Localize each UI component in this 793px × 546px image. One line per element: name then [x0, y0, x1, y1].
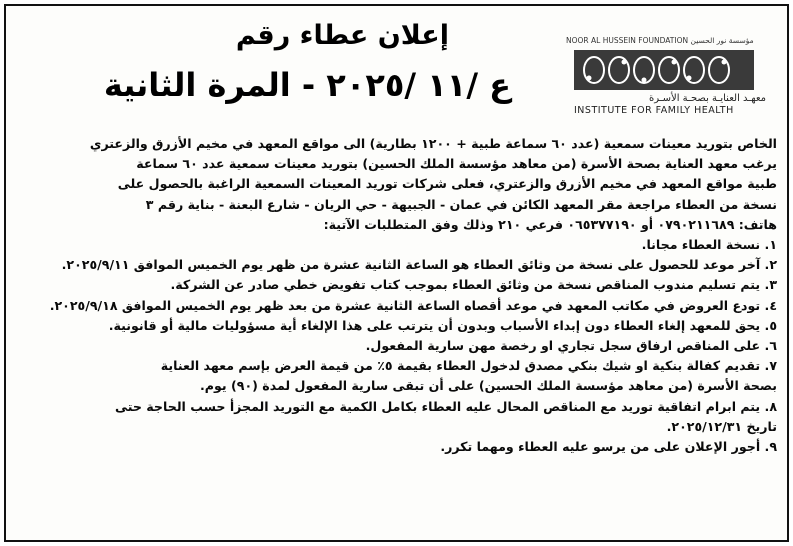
institute-name-arabic: معهـد العنايـة بصحـة الأسـرة: [648, 93, 766, 104]
header: [6, 6, 787, 124]
title-line-1: إعلان عطاء رقم: [235, 20, 449, 51]
foundation-name: NOOR AL HUSSEIN FOUNDATION مؤسسة نور الحسين: [566, 36, 754, 45]
list-item: ٩. أجور الإعلان على من يرسو عليه العطاء ومهما تكرر.: [440, 439, 777, 455]
list-item: ٨. يتم ابرام اتفاقية توريد مع المناقص المحال عليه العطاء بكامل الكمية مع التوريد المجزأ حسب الحاجة حتى: [114, 398, 777, 414]
intro-line: هاتف: ٠٧٩٠٢١١٦٨٩ أو ٠٦٥٣٧٧١٩٠ فرعي ٢١٠ وذلك وفق المتطلبات الآتية:: [323, 216, 777, 232]
announcement-body: [16, 134, 777, 457]
intro-line: يرغب معهد العناية بصحة الأسرة (من معاهد مؤسسة الملك الحسين) بتوريد معينات سمعية عدد ٦٠ سماعة: [136, 156, 777, 172]
list-item: بصحة الأسرة (من معاهد مؤسسة الملك الحسين) على أن تبقى سارية المفعول لمدة (٩٠) يوم.: [199, 378, 777, 394]
intro-paragraph: [16, 134, 777, 235]
institute-name-english: INSTITUTE FOR FAMILY HEALTH: [574, 105, 734, 116]
list-item: ١. نسخة العطاء مجانا.: [641, 237, 777, 253]
list-item: ٦. على المناقص ارفاق سجل تجاري او رخصة مهن سارية المفعول.: [365, 338, 777, 354]
intro-line: طبية مواقع المعهد في مخيم الأزرق والزعتري، فعلى شركات توريد المعينات السمعية الراغبة بالحصول على: [117, 176, 777, 192]
list-item: ٣. يتم تسليم مندوب المناقص نسخة من وثائق العطاء بموجب كتاب تفويض خطي صادر عن الشركة.: [170, 277, 777, 293]
intro-line: الخاص بتوريد معينات سمعية (عدد ٦٠ سماعة طبية + ١٢٠٠ بطارية) الى مواقع المعهد في مخيم الأزرق والزعتري: [89, 136, 777, 151]
announcement-frame: [4, 4, 789, 542]
logo-mark-icon: [574, 50, 754, 90]
intro-line: نسخة من العطاء مراجعة مقر المعهد الكائن في عمان - الجبيهة - حي الريان - شارع البعنة - بناية رقم ٣: [145, 196, 777, 212]
list-item: تاريخ ٢٠٢٥/١٢/٣١.: [666, 418, 777, 434]
institute-logo: [566, 36, 784, 116]
list-item: ٢. آخر موعد للحصول على نسخة من وثائق العطاء هو الساعة الثانية عشرة من ظهر يوم الخميس الموافق ٢٠٢٥/٩/١١.: [61, 257, 777, 273]
list-item: ٤. تودع العروض في مكاتب المعهد في موعد أقصاه الساعة الثانية عشرة من بعد ظهر يوم الخميس الموافق ٢٠٢٥/٩/١٨.: [49, 297, 777, 313]
title-line-2: ع /١١ /٢٠٢٥ - المرة الثانية: [103, 66, 511, 104]
list-item: ٥. يحق للمعهد إلغاء العطاء دون إبداء الأسباب وبدون أن يترتب على هذا الإلغاء أية مسؤوليات مالية أو قانونية.: [108, 317, 777, 333]
list-item: ٧. تقديم كفالة بنكية او شيك بنكي مصدق لدخول العطاء بقيمة ٥٪ من قيمة العرض بإسم معهد العناية: [160, 358, 777, 374]
requirements-list: [16, 235, 777, 457]
